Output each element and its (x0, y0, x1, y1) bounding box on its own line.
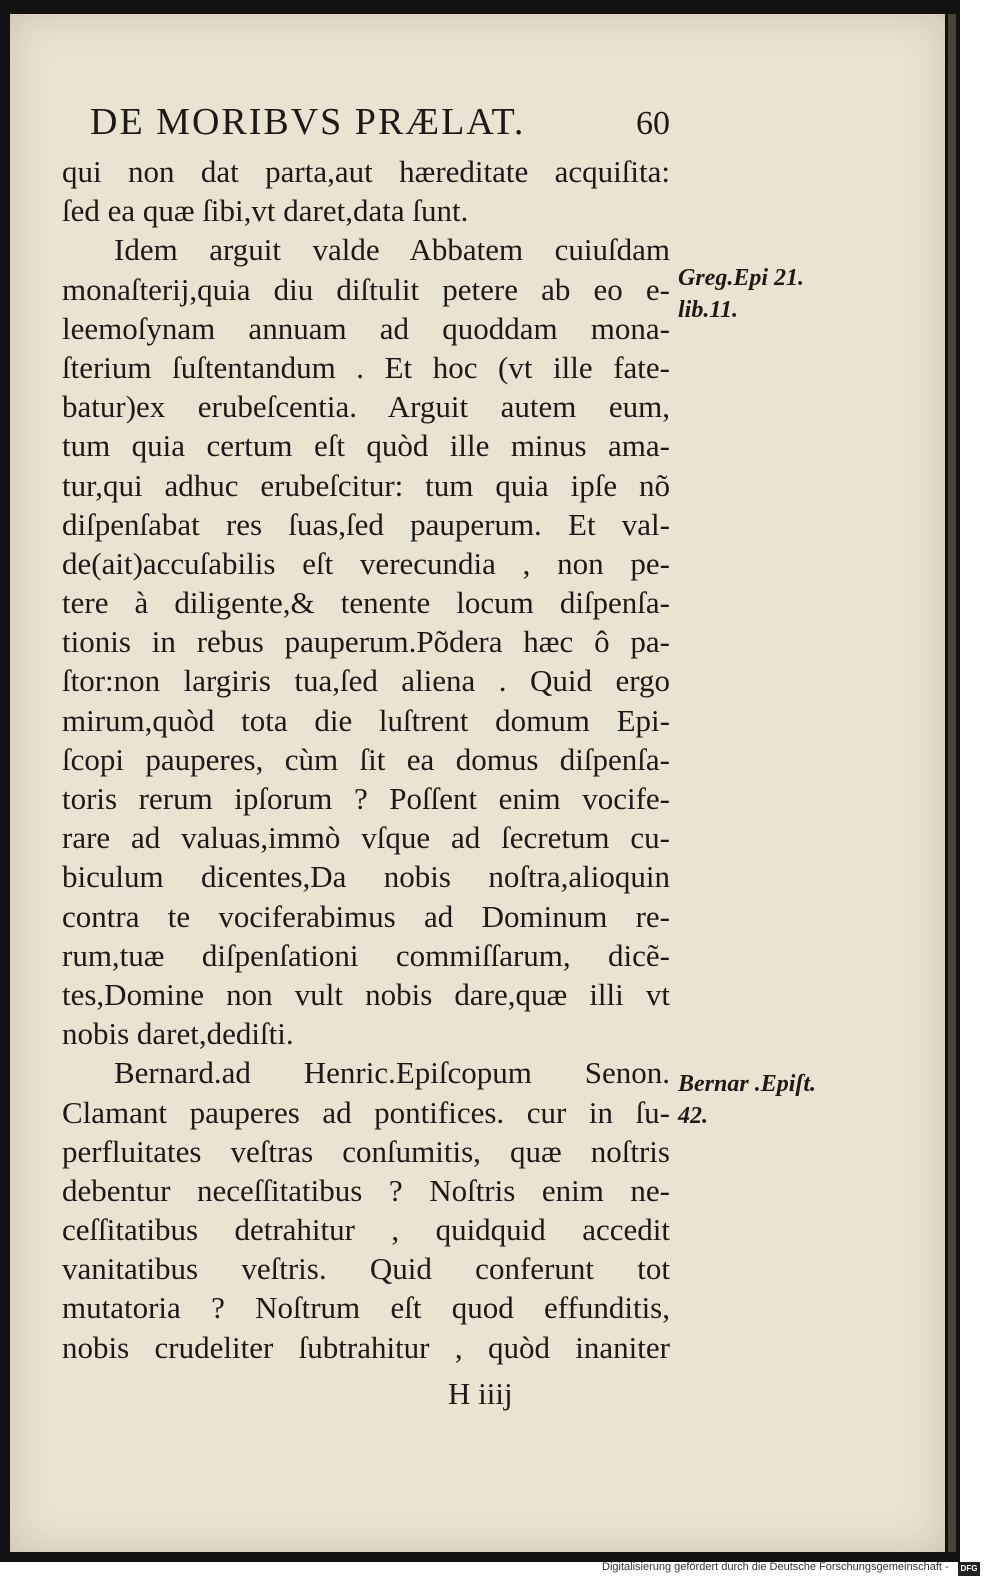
text-line: contra te vociferabimus ad Dominum re- (62, 898, 670, 934)
text-line: toris rerum ipſorum ? Poſſent enim vocife- (62, 781, 670, 816)
text-line: ſcopi pauperes, cùm ſit ea domus diſpenſa- (62, 741, 670, 777)
paragraph-2 (62, 230, 670, 1053)
text-line: ſed ea quæ ſibi,vt daret,data ſunt. (62, 193, 469, 229)
margin-note-line: lib.11. (678, 297, 739, 323)
dfg-logo: DFG (958, 1562, 980, 1576)
text-line: Clamant pauperes ad pontifices. cur in ſu- (62, 1094, 670, 1130)
text-line: ſterium ſuſtentandum . Et hoc (vt ille fate- (62, 349, 670, 385)
text-line: tur,qui adhuc erubeſcitur: tum quia ipſe nõ (62, 467, 670, 503)
text-line: monaſterij,quia diu diſtulit petere ab eo e- (62, 271, 670, 307)
text-line: batur)ex erubeſcentia. Arguit autem eum, (62, 389, 670, 425)
text-line: rare ad valuas,immò vſque ad ſecretum cu- (62, 820, 670, 856)
page-number: 60 (636, 105, 670, 142)
signature-mark: H iiij (448, 1376, 513, 1411)
running-header (90, 100, 670, 144)
margin-note-greg (678, 262, 804, 326)
margin-note-line: Greg.Epi 21. (678, 265, 804, 291)
text-line: rum,tuæ diſpenſationi commiſſarum, dicẽ- (62, 937, 670, 973)
text-line: mutatoria ? Noſtrum eſt quod effunditis, (62, 1290, 670, 1326)
text-line: qui non dat parta,aut hæreditate acquiſita: (62, 154, 670, 189)
text-line: tes,Domine non vult nobis dare,quæ illi vt (62, 976, 670, 1012)
paragraph-3 (62, 1053, 670, 1367)
text-line: diſpenſabat res ſuas,ſed pauperum. Et val- (62, 506, 670, 542)
header-title: DE MORIBVS PRÆLAT. (90, 101, 526, 143)
text-line: leemoſynam annuam ad quoddam mona- (62, 310, 670, 346)
text-line: ſtor:non largiris tua,ſed aliena . Quid ergo (62, 663, 670, 699)
text-line: nobis daret,dediſti. (62, 1016, 294, 1052)
text-line: de(ait)accuſabilis eſt verecundia , non pe- (62, 545, 670, 581)
text-line: Bernard.ad Henric.Epiſcopum Senon. (114, 1055, 670, 1091)
text-line: tum quia certum eſt quòd ille minus ama- (62, 428, 670, 464)
paragraph-1 (62, 152, 670, 230)
page-edge (948, 14, 956, 1552)
text-line: tere à diligente,& tenente locum diſpenſa- (62, 585, 670, 621)
body-text (62, 152, 670, 1367)
text-line: perfluitates veſtras conſumitis, quæ noſtris (62, 1133, 670, 1169)
margin-note-line: 42. (678, 1103, 708, 1129)
margin-note-bernard (678, 1068, 816, 1132)
text-line: ceſſitatibus detrahitur , quidquid accedit (62, 1212, 670, 1248)
text-line: nobis crudeliter ſubtrahitur , quòd inaniter (62, 1329, 670, 1365)
digitization-credit: Digitalisierung gefördert durch die Deutsche Forschungsgemeinschaft - (602, 1561, 949, 1573)
margin-note-line: Bernar .Epiſt. (678, 1071, 817, 1097)
text-line: tionis in rebus pauperum.Põdera hæc ô pa- (62, 624, 670, 660)
text-line: debentur neceſſitatibus ? Noſtris enim ne- (62, 1172, 670, 1208)
text-line: Idem arguit valde Abbatem cuiuſdam (114, 232, 670, 268)
text-line: vanitatibus veſtris. Quid conferunt tot (62, 1251, 670, 1287)
text-line: mirum,quòd tota die luſtrent domum Epi- (62, 702, 670, 738)
text-line: biculum dicentes,Da nobis noſtra,alioquin (62, 859, 670, 895)
